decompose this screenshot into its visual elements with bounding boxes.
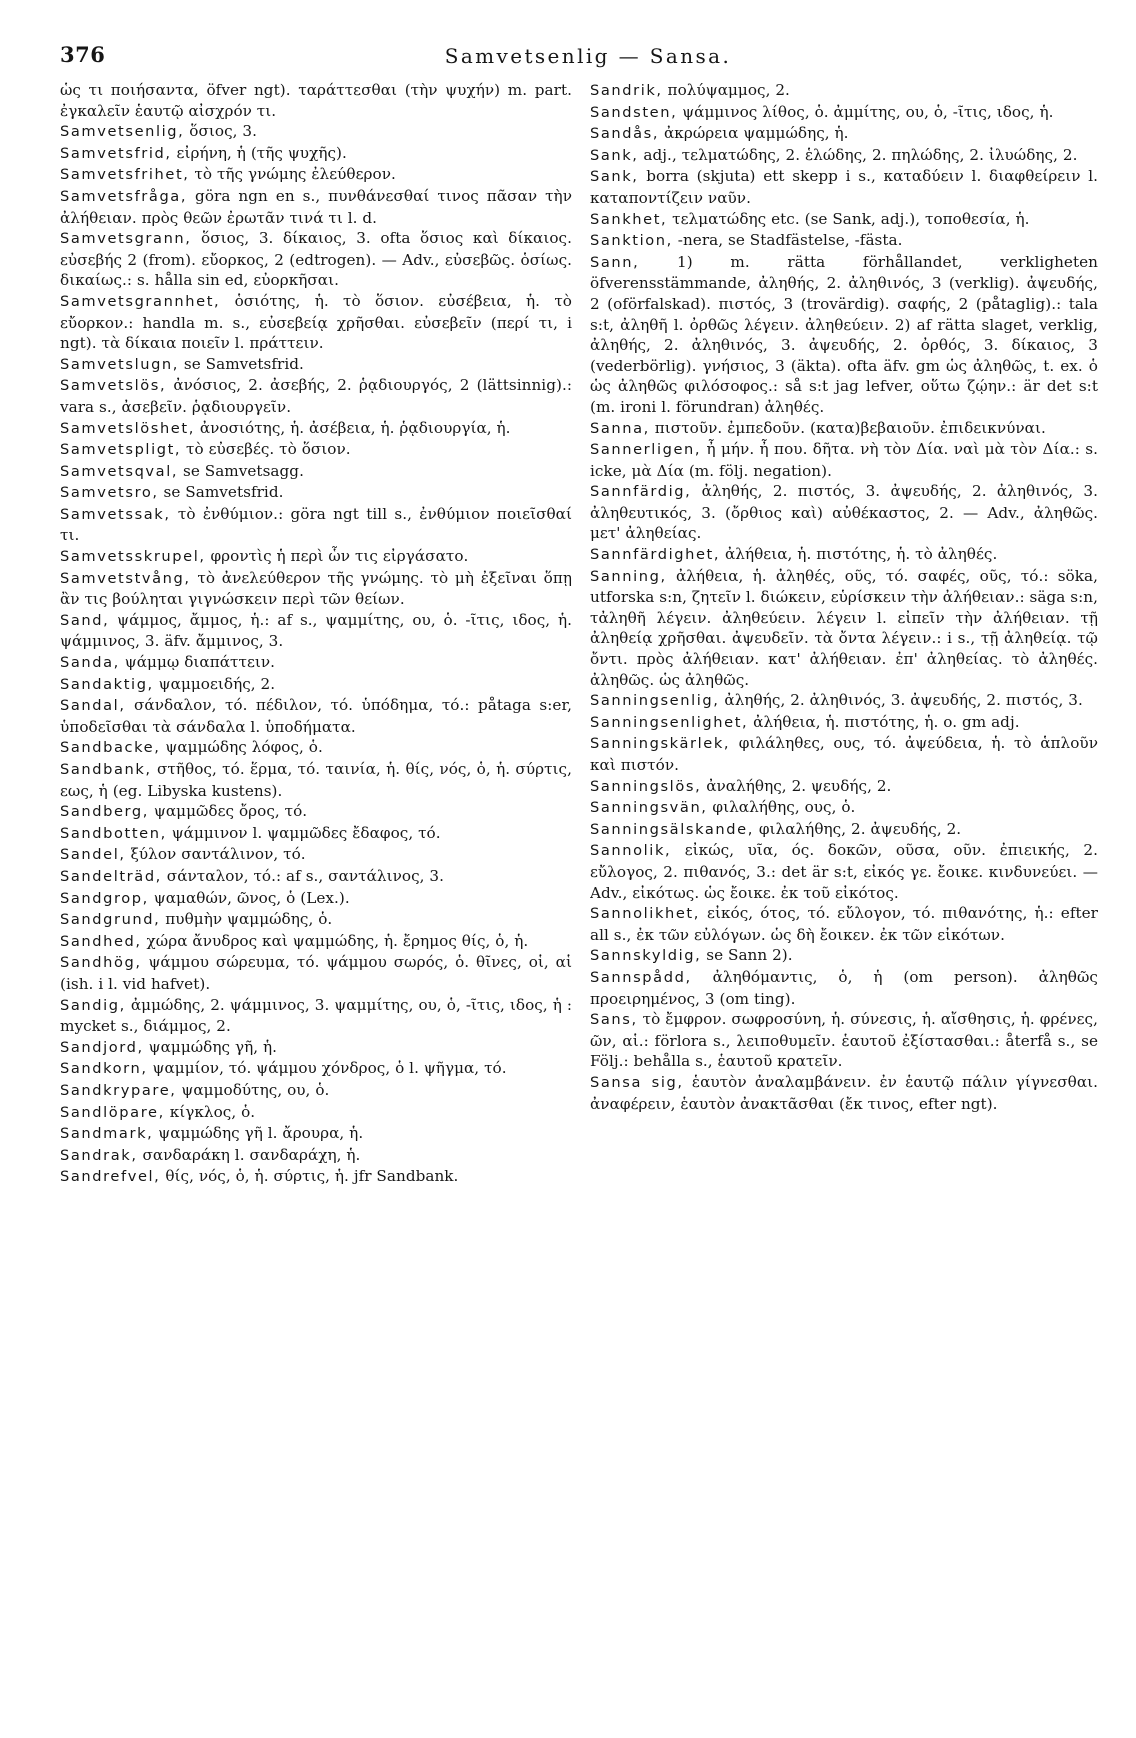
entry-definition: κίγκλος, ὁ.: [164, 1102, 256, 1121]
dictionary-entry: [590, 166, 1098, 208]
dictionary-entry: [590, 819, 1098, 841]
entry-headword: Sand,: [60, 611, 110, 629]
dictionary-entry: [60, 866, 572, 888]
entry-definition: ἑαυτὸν ἀναλαμβάνειν. ἐν ἑαυτῷ πάλιν γίγνεσθαι. ἀναφέρειν, ἑαυτὸν ἀνακτᾶσθαι (ἔκ τινος, efter ngt).: [590, 1072, 1098, 1113]
dictionary-entry: [590, 776, 1098, 798]
entry-headword: Sanningsenlig,: [590, 692, 720, 710]
entry-headword: Sandal,: [60, 697, 126, 715]
dictionary-entry: [60, 695, 572, 737]
entry-headword: Sandjord,: [60, 1038, 144, 1056]
dictionary-entry: [590, 439, 1098, 481]
entry-headword: Sandhed,: [60, 932, 142, 950]
dictionary-entry: [590, 690, 1098, 712]
entry-headword: Sanningskärlek,: [590, 735, 731, 753]
entry-headword: Sans,: [590, 1011, 638, 1029]
dictionary-entry: [60, 909, 572, 931]
entry-headword: Samvetslös,: [60, 377, 167, 395]
entry-definition: τελματώδης etc. (se Sank, adj.), τοποθεσία, ἡ.: [667, 209, 1030, 228]
entry-definition: ἀμμώδης, 2. ψάμμινος, 3. ψαμμίτης, ου, ὁ, -ῖτις, ιδος, ἡ : mycket s., διάμμος, 2.: [60, 995, 572, 1036]
entry-headword: Samvetsenlig,: [60, 123, 185, 141]
entry-headword: Sanningsvän,: [590, 799, 708, 817]
entry-headword: Sandmark,: [60, 1125, 154, 1143]
dictionary-entry: [60, 844, 572, 866]
entry-definition: ψάμμου σώρευμα, τό. ψάμμου σωρός, ὁ. θῖνες, οἱ, αἱ (ish. i l. vid hafvet).: [60, 953, 572, 993]
dictionary-entry: [60, 1102, 572, 1124]
entry-headword: Sandkrypare,: [60, 1081, 177, 1099]
entry-headword: Sandel,: [60, 846, 126, 864]
entry-definition: πιστοῦν. ἐμπεδοῦν. (κατα)βεβαιοῦν. ἐπιδεικνύναι.: [649, 418, 1046, 437]
entry-definition: φιλαλήθης, 2. ἀψευδής, 2.: [753, 819, 962, 838]
entry-definition: τὸ ἐνθύμιον.: göra ngt till s., ἐνθύμιον ποιεῖσθαί τι.: [60, 504, 572, 545]
dictionary-entry: [590, 840, 1098, 903]
dictionary-entry: [60, 418, 572, 440]
entry-definition: φιλάληθες, ους, τό. ἀψεύδεια, ἡ. τὸ ἁπλοῦν καὶ πιστόν.: [590, 734, 1098, 774]
entry-definition: ψάμμινον l. ψαμμῶδες ἔδαφος, τό.: [166, 823, 441, 842]
entry-definition: ψαμμίον, τό. ψάμμου χόνδρος, ὁ l. ψῆγμα, τό.: [147, 1059, 507, 1078]
entry-definition: τὸ ἀνελεύθερον τῆς γνώμης. τὸ μὴ ἐξεῖναι ὅπῃ ἂν τις βούληται γιγνώσκειν περὶ τῶν θείων.: [60, 568, 572, 609]
page-number: 376: [60, 42, 106, 67]
entry-definition: φιλαλήθης, ους, ὁ.: [707, 798, 856, 817]
entry-definition: ψαμμώδης λόφος, ὁ.: [160, 738, 323, 757]
entry-headword: Sandgrop,: [60, 889, 149, 907]
dictionary-entry: [60, 1166, 572, 1188]
entry-headword: Sannskyldig,: [590, 947, 702, 965]
entry-definition: ψάμμῳ διαπάττειν.: [119, 653, 276, 672]
entry-definition: τὸ εὐσεβές. τὸ ὅσιον.: [181, 440, 351, 459]
entry-definition: ξύλον σαντάλινον, τό.: [125, 845, 306, 864]
dictionary-entry: [60, 375, 572, 417]
dictionary-entry: [60, 80, 572, 121]
entry-headword: Sandrik,: [590, 82, 663, 99]
entry-definition: ψαμμώδης γῆ, ἡ.: [143, 1037, 278, 1056]
dictionary-entry: [60, 121, 572, 143]
entry-definition: ἀναλήθης, 2. ψευδής, 2.: [701, 776, 892, 795]
entry-definition: ψάμμινος λίθος, ὁ. ἀμμίτης, ου, ὁ, -ῖτις, ιδος, ἡ.: [677, 102, 1054, 121]
dictionary-entry: [60, 1058, 572, 1080]
entry-definition: se Samvetsfrid.: [179, 354, 304, 373]
entry-definition: ἀκρώρεια ψαμμώδης, ἡ.: [659, 124, 849, 143]
dictionary-entry: [590, 1009, 1098, 1072]
dictionary-entry: [60, 504, 572, 546]
entry-definition: borra (skjuta) ett skepp i s., καταδύειν l. διαφθείρειν l. καταποντίζειν ναῦν.: [590, 167, 1098, 207]
entry-headword: Sannfärdig,: [590, 483, 692, 501]
entry-definition: ἀληθής, 2. πιστός, 3. ἀψευδής, 2. ἀληθινός, 3. ἀληθευτικός, 3. (ὄρθιος καὶ) αὐθέκαστος, 2. — Adv., ἀληθῶς. μετ' ἀληθείας.: [590, 482, 1098, 543]
entry-definition: ψάμμος, ἄμμος, ἡ.: af s., ψαμμίτης, ου, ὁ. -ῖτις, ιδος, ἡ. ψάμμινος, 3. äfv. ἄμμινος, 3.: [60, 610, 572, 651]
entry-headword: Samvetsskrupel,: [60, 548, 206, 566]
dictionary-entry: [60, 674, 572, 696]
entry-headword: Samvetsfrid,: [60, 144, 172, 162]
left-column: [60, 80, 572, 1640]
entry-headword: Samvetsfrihet,: [60, 166, 190, 184]
entry-definition: -nera, se Stadfästelse, -fästa.: [672, 231, 903, 250]
entry-definition: ὡς τι ποιήσαντα, öfver ngt). ταράττεσθαι (τὴν ψυχήν) m. part. ἐγκαλεῖν ἑαυτῷ αἰσχρόν τι.: [60, 81, 572, 120]
entry-definition: τὸ ἔμφρον. σωφροσύνη, ἡ. σύνεσις, ἡ. αἴσθησις, ἡ. φρένες, ῶν, αἱ.: förlora s., λειποθυμεῖν. ἑαυτοῦ ἐξίστασθαι.: återfå s., se Följ.: behålla s., ἑαυτοῦ κρατεῖν.: [590, 1010, 1098, 1071]
dictionary-entry: [590, 209, 1098, 231]
entry-definition: ὁσιότης, ἡ. τὸ ὅσιον. εὐσέβεια, ἡ. τὸ εὔορκον.: handla m. s., εὐσεβείᾳ χρῆσθαι. εὐσεβεῖν (περί τι, i ngt). τὰ δίκαια ποιεῖν l. πράττειν.: [60, 291, 572, 353]
dictionary-entry: [60, 546, 572, 568]
entry-headword: Samvetssak,: [60, 505, 171, 523]
entry-definition: ἦ μήν. ἦ που. δῆτα. νὴ τὸν Δία. ναὶ μὰ τὸν Δία.: s. icke, μὰ Δία (m. följ. negation).: [590, 440, 1098, 480]
entry-headword: Sandås,: [590, 125, 660, 143]
dictionary-entry: [60, 823, 572, 845]
entry-headword: Samvetstvång,: [60, 569, 191, 587]
dictionary-entry: [60, 652, 572, 674]
dictionary-entry: [590, 418, 1098, 440]
dictionary-entry: [60, 759, 572, 801]
dictionary-entry: [60, 737, 572, 759]
entry-headword: Sannspådd,: [590, 968, 692, 986]
entry-definition: se Samvetsagg.: [178, 461, 304, 480]
entry-headword: Sandsten,: [590, 103, 678, 121]
dictionary-entry: [590, 102, 1098, 124]
entry-definition: ὅσιος, 3. δίκαιος, 3. ofta ὅσιος καὶ δίκαιος. εὐσεβής 2 (from). εὔορκος, 2 (edtrogen). — Adv., εὐσεβῶς. ὁσίως. δικαίως.: s. hålla sin ed, εὐορκῆσαι.: [60, 229, 572, 290]
entry-definition: ὅσιος, 3.: [184, 122, 257, 141]
entry-headword: Sankhet,: [590, 210, 668, 228]
entry-headword: Sannolikhet,: [590, 905, 700, 923]
entry-headword: Sandgrund,: [60, 911, 161, 929]
entry-headword: Sanning,: [590, 567, 667, 585]
dictionary-entry: [60, 952, 572, 994]
dictionary-entry: [590, 544, 1098, 566]
dictionary-entry: [590, 123, 1098, 145]
entry-headword: Sandrak,: [60, 1146, 138, 1164]
entry-definition: ψαμμοδύτης, ου, ὁ.: [176, 1080, 330, 1099]
dictionary-entry: [590, 1072, 1098, 1114]
entry-definition: τὸ τῆς γνώμης ἐλεύθερον.: [189, 165, 396, 184]
entry-definition: ἀλήθεια, ἡ. πιστότης, ἡ. τὸ ἀληθές.: [720, 545, 998, 564]
dictionary-entry: [60, 801, 572, 823]
entry-headword: Sandbotten,: [60, 824, 167, 842]
entry-definition: φροντὶς ἡ περὶ ὧν τις εἰργάσατο.: [205, 547, 469, 566]
entry-definition: ἀνοσιότης, ἡ. ἀσέβεια, ἡ. ῥᾳδιουργία, ἡ.: [194, 418, 511, 437]
entry-headword: Sanningsenlighet,: [590, 713, 749, 731]
dictionary-entry: [60, 1145, 572, 1167]
dictionary-entry: [590, 80, 1098, 102]
entry-definition: ψαμαθών, ῶνος, ὁ (Lex.).: [148, 888, 350, 907]
entry-headword: Sandlöpare,: [60, 1103, 165, 1121]
entry-definition: göra ngn en s., πυνθάνεσθαί τινος πᾶσαν τὴν ἀλήθειαν. πρὸς θεῶν ἐρωτᾶν τινά τι l. d.: [60, 186, 572, 227]
entry-definition: se Sann 2).: [701, 946, 793, 965]
entry-headword: Sandelträd,: [60, 867, 162, 885]
entry-definition: ἀληθής, 2. ἀληθινός, 3. ἀψευδής, 2. πιστός, 3.: [719, 691, 1083, 710]
dictionary-entry: [60, 439, 572, 461]
entry-headword: Sandaktig,: [60, 675, 154, 693]
entry-headword: Sannfärdighet,: [590, 546, 721, 564]
dictionary-entry: [60, 164, 572, 186]
entry-definition: adj., τελματώδης, 2. ἑλώδης, 2. πηλώδης, 2. ἰλυώδης, 2.: [638, 145, 1078, 164]
dictionary-entry: [590, 712, 1098, 734]
dictionary-entry: [60, 888, 572, 910]
entry-headword: Samvetslöshet,: [60, 419, 195, 437]
entry-definition: 1) m. rätta förhållandet, verkligheten öfverensstämmande, ἀληθής, 2. ἀληθινός, 3 (verklig). ἀψευδής, 2 (oförfalskad). πιστός, 3 (trovärdig). σαφής, 2 (påtaglig).: tala s:t, ἀληθῆ l. ὀρθῶς λέγειν. ἀληθεύειν. 2) af rätta slaget, verklig, ἀληθής, 2. ἀληθινός, 3. ἀψευδής, 2. ὀρθός, 3. δίκαιος, 3 (vederbörlig). γνήσιος, 3 (äkta). ofta äfv. gm ὡς ἀληθῶς, t. ex. ὁ ὡς ἀληθῶς φιλόσοφος.: så s:t jag lefver, οὕτω ζῴην.: är det s:t (m. ironi l. förundran) ἀληθές.: [590, 252, 1098, 416]
entry-definition: ψαμμῶδες ὄρος, τό.: [149, 802, 308, 821]
dictionary-entry: [60, 291, 572, 354]
dictionary-entry: [590, 797, 1098, 819]
entry-headword: Sandrefvel,: [60, 1168, 161, 1186]
entry-definition: πυθμὴν ψαμμώδης, ὁ.: [160, 910, 333, 929]
entry-headword: Sandkorn,: [60, 1060, 148, 1078]
entry-definition: σανδαράκη l. σανδαράχη, ἡ.: [137, 1145, 361, 1164]
entry-definition: ἀλήθεια, ἡ. ἀληθές, οῦς, τό. σαφές, οῦς, τό.: söka, utforska s:n, ζητεῖν l. διώκειν, εὑρίσκειν τὴν ἀλήθειαν.: säga s:n, τἀληθῆ λέγειν. ἀληθεύειν. λέγειν l. εἰπεῖν τὴν ἀλήθειαν. τῇ ἀληθείᾳ χρῆσθαι. ἀψευδεῖν. τὰ ὄντα λέγειν.: i s., τῇ ἀληθείᾳ. τῷ ὄντι. πρὸς ἀλήθειαν. κατ' ἀλήθειαν. ἐπ' ἀληθείας. τὸ ἀληθές. ἀληθῶς. ὡς ἀληθῶς.: [590, 566, 1098, 689]
dictionary-entry: [590, 252, 1098, 418]
entry-headword: Samvetsgrann,: [60, 230, 192, 248]
dictionary-entry: [60, 186, 572, 228]
entry-headword: Sanningsälskande,: [590, 820, 754, 838]
entry-definition: ἀλήθεια, ἡ. πιστότης, ἡ. o. gm adj.: [748, 712, 1020, 731]
entry-headword: Samvetsfråga,: [60, 187, 188, 205]
entry-headword: Sanningslös,: [590, 777, 702, 795]
dictionary-entry: [60, 1123, 572, 1145]
entry-definition: θίς, νός, ὁ, ἡ. σύρτις, ἡ. jfr Sandbank.: [160, 1167, 459, 1186]
entry-definition: εἰρήνη, ἡ (τῆς ψυχῆς).: [171, 143, 347, 162]
dictionary-entry: [60, 1037, 572, 1059]
dictionary-entry: [60, 568, 572, 610]
entry-headword: Sank,: [590, 168, 639, 186]
entry-headword: Sandig,: [60, 996, 126, 1014]
entry-headword: Sandhög,: [60, 954, 142, 972]
entry-headword: Sannolik,: [590, 842, 672, 860]
dictionary-entry: [60, 354, 572, 376]
entry-headword: Sanktion,: [590, 232, 673, 250]
dictionary-entry: [590, 733, 1098, 775]
dictionary-entry: [590, 566, 1098, 691]
entry-headword: Samvetsgrannhet,: [60, 292, 221, 310]
dictionary-entry: [590, 145, 1098, 167]
entry-definition: πολύψαμμος, 2.: [662, 81, 790, 99]
entry-headword: Sank,: [590, 146, 639, 164]
dictionary-entry: [60, 610, 572, 652]
entry-definition: ἀνόσιος, 2. ἀσεβής, 2. ῥᾳδιουργός, 2 (lättsinnig).: vara s., ἀσεβεῖν. ῥᾳδιουργεῖν.: [60, 376, 572, 416]
dictionary-entry: [590, 945, 1098, 967]
dictionary-entry: [60, 1080, 572, 1102]
dictionary-entry: [60, 228, 572, 291]
running-head: Samvetsenlig — Sansa.: [444, 44, 732, 68]
entry-headword: Sansa sig,: [590, 1073, 684, 1091]
entry-definition: σάνταλον, τό.: af s., σαντάλινος, 3.: [161, 866, 444, 885]
entry-definition: ψαμμοειδής, 2.: [153, 674, 276, 693]
dictionary-entry: [590, 967, 1098, 1009]
entry-definition: εἰκώς, υῖα, ός. δοκῶν, οῦσα, οῦν. ἐπιεικής, 2. εὔλογος, 2. πιθανός, 3.: det är s:t, εἰκός γε. ἔοικε. κινδυνεύει. — Adv., εἰκότως. ὡς ἔοικε. ἐκ τοῦ εἰκότος.: [590, 841, 1098, 902]
entry-definition: σάνδαλον, τό. πέδιλον, τό. ὑπόδημα, τό.: påtaga s:er, ὑποδεῖσθαι τὰ σάνδαλα l. ὑποδήματα.: [60, 696, 572, 736]
entry-headword: Samvetslugn,: [60, 355, 180, 373]
dictionary-entry: [60, 143, 572, 165]
entry-headword: Sann,: [590, 253, 640, 271]
dictionary-entry: [590, 230, 1098, 252]
entry-headword: Samvetsro,: [60, 484, 159, 502]
entry-definition: ἀληθόμαντις, ὁ, ἡ (om person). ἀληθῶς προειρημένος, 3 (om ting).: [590, 967, 1098, 1008]
entry-definition: se Samvetsfrid.: [158, 483, 284, 502]
dictionary-entry: [590, 903, 1098, 945]
dictionary-entry: [60, 461, 572, 483]
dictionary-entry: [590, 481, 1098, 544]
dictionary-entry: [60, 482, 572, 504]
entry-headword: Sandbank,: [60, 761, 152, 778]
entry-headword: Sanna,: [590, 419, 650, 437]
entry-definition: ψαμμώδης γῆ l. ἄρουρα, ἡ.: [153, 1124, 364, 1143]
entry-definition: χώρα ἄνυδρος καὶ ψαμμώδης, ἡ. ἔρημος θίς, ὁ, ἡ.: [141, 931, 529, 950]
entry-definition: εἰκός, ότος, τό. εὔλογον, τό. πιθανότης, ἡ.: efter all s., ἐκ τῶν εὐλόγων. ὡς δὴ ἔοικεν. ἐκ τῶν εἰκότων.: [590, 904, 1098, 944]
entry-headword: Sannerligen,: [590, 441, 702, 459]
entry-headword: Sanda,: [60, 654, 120, 672]
dictionary-entry: [60, 931, 572, 953]
right-column: [590, 80, 1098, 1640]
dictionary-entry: [60, 995, 572, 1037]
entry-headword: Sandberg,: [60, 803, 150, 821]
entry-headword: Samvetsqval,: [60, 462, 179, 480]
entry-definition: στῆθος, τό. ἕρμα, τό. ταινία, ἡ. θίς, νός, ὁ, ἡ. σύρτις, εως, ἡ (eg. Libyska kustens).: [60, 760, 572, 800]
entry-headword: Samvetspligt,: [60, 441, 182, 459]
entry-headword: Sandbacke,: [60, 739, 161, 757]
